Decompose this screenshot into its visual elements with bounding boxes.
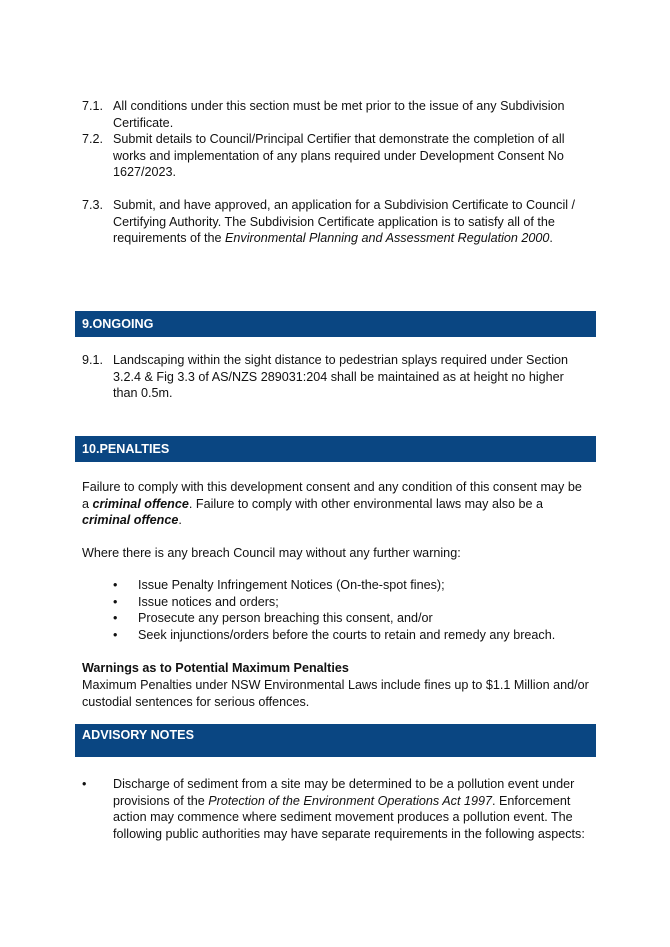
act-title: Protection of the Environment Operations Act 1997 bbox=[208, 793, 492, 808]
list-item-text: Seek injunctions/orders before the courts to retain and remedy any breach. bbox=[138, 627, 556, 642]
advisory-text-part: . Enforcement action may commence where sediment movement produces a pollution event. The following public authorities may have separate requirements in the following aspects: bbox=[113, 793, 585, 841]
condition-text-part: . bbox=[549, 231, 553, 245]
advisory-note bbox=[82, 776, 592, 842]
bullet-icon: • bbox=[113, 611, 118, 625]
paragraph-text: . Failure to comply with other environmental laws may also be a bbox=[188, 496, 544, 511]
section-heading-penalties: 10.PENALTIES bbox=[75, 436, 596, 462]
paragraph-text: Failure to comply with this development consent and any condition of this consent may be a bbox=[82, 480, 582, 511]
condition-number: 7.1. bbox=[82, 99, 104, 113]
bullet-icon: • bbox=[113, 578, 118, 592]
list-item-text: Issue notices and orders; bbox=[138, 594, 279, 609]
regulation-title: Environmental Planning and Assessment Regulation 2000 bbox=[225, 231, 550, 245]
breach-actions-list bbox=[82, 577, 592, 643]
paragraph-text: . bbox=[178, 513, 182, 527]
list-item bbox=[82, 627, 592, 644]
list-item bbox=[82, 577, 592, 594]
bullet-icon: • bbox=[113, 594, 118, 609]
breach-intro: Where there is any breach Council may without any further warning: bbox=[82, 546, 461, 560]
emphasis-text: criminal offence bbox=[92, 496, 189, 511]
condition-text-part: Submit, and have approved, an application for a Subdivision Certificate to Council / Certifying Authority. The Subdivision Certificate application is to satisfy all of the requirements of the bbox=[113, 198, 576, 245]
bullet-icon: • bbox=[113, 627, 118, 642]
condition-7-2 bbox=[82, 131, 582, 181]
condition-number: 7.3. bbox=[82, 198, 104, 212]
penalties-paragraph bbox=[82, 479, 592, 529]
section-heading-advisory: ADVISORY NOTES bbox=[75, 724, 596, 757]
list-item bbox=[82, 610, 592, 627]
emphasis-text: criminal offence bbox=[82, 513, 179, 527]
condition-number: 7.2. bbox=[82, 132, 104, 146]
list-item bbox=[82, 594, 592, 611]
condition-7-1 bbox=[82, 98, 582, 131]
advisory-text bbox=[113, 776, 592, 842]
warnings-text: Maximum Penalties under NSW Environmental Laws include fines up to $1.1 Million and/or custodial sentences for serious offences. bbox=[82, 678, 589, 709]
condition-number: 9.1. bbox=[82, 353, 104, 367]
condition-9-1 bbox=[82, 352, 582, 402]
warnings-heading: Warnings as to Potential Maximum Penalties bbox=[82, 661, 349, 675]
condition-7-3 bbox=[82, 197, 582, 247]
condition-text: Submit details to Council/Principal Certifier that demonstrate the completion of all works and implementation of any plans required under Development Consent No 1627/2023. bbox=[113, 132, 565, 179]
advisory-text-part: Discharge of sediment from a site may be determined to be a pollution event under provisions of the bbox=[113, 777, 575, 808]
condition-text: All conditions under this section must be met prior to the issue of any Subdivision Certificate. bbox=[113, 99, 565, 130]
list-item-text: Issue Penalty Infringement Notices (On-the-spot fines); bbox=[138, 578, 445, 592]
section-heading-ongoing: 9.ONGOING bbox=[75, 311, 596, 337]
condition-text bbox=[113, 197, 582, 247]
list-item-text: Prosecute any person breaching this consent, and/or bbox=[138, 611, 433, 625]
bullet-icon: • bbox=[82, 777, 87, 791]
condition-text: Landscaping within the sight distance to pedestrian splays required under Section 3.2.4 & Fig 3.3 of AS/NZS 289031:204 shall be maintained as at height no higher than 0.5m. bbox=[113, 353, 569, 400]
